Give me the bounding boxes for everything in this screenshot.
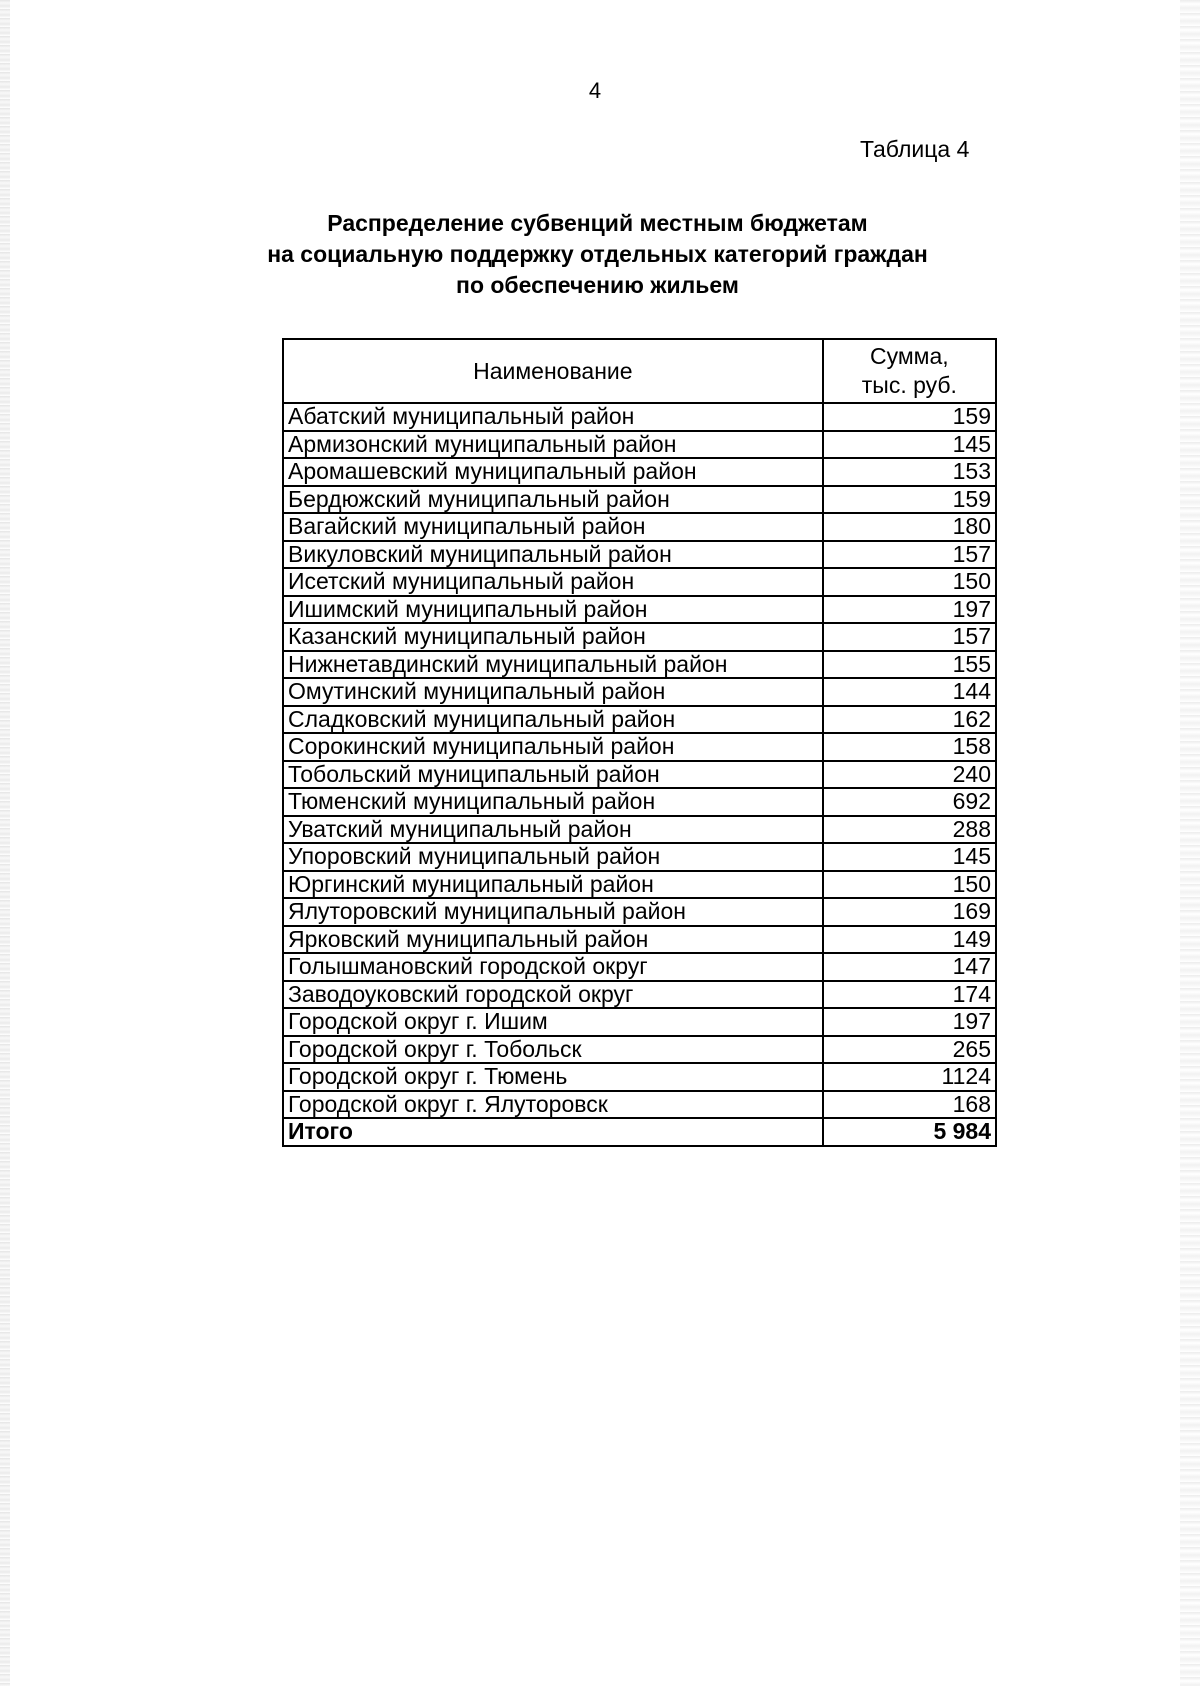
total-label: Итого <box>283 1118 823 1146</box>
row-value: 145 <box>823 431 996 459</box>
table-row <box>283 1091 996 1119</box>
table-row <box>283 761 996 789</box>
row-value: 197 <box>823 1008 996 1036</box>
subsidies-table <box>282 338 997 1147</box>
table-row <box>283 513 996 541</box>
row-name: Бердюжский муниципальный район <box>283 486 823 514</box>
row-name: Казанский муниципальный район <box>283 623 823 651</box>
row-value: 159 <box>823 486 996 514</box>
table-row <box>283 596 996 624</box>
table-row <box>283 733 996 761</box>
row-value: 153 <box>823 458 996 486</box>
row-name: Голышмановский городской округ <box>283 953 823 981</box>
row-value: 168 <box>823 1091 996 1119</box>
row-value: 157 <box>823 541 996 569</box>
table-row <box>283 623 996 651</box>
row-value: 158 <box>823 733 996 761</box>
row-value: 174 <box>823 981 996 1009</box>
header-sum <box>823 339 996 403</box>
header-sum-line: тыс. руб. <box>861 372 957 398</box>
row-name: Городской округ г. Тюмень <box>283 1063 823 1091</box>
row-name: Вагайский муниципальный район <box>283 513 823 541</box>
row-name: Тюменский муниципальный район <box>283 788 823 816</box>
row-name: Ярковский муниципальный район <box>283 926 823 954</box>
row-name: Абатский муниципальный район <box>283 403 823 431</box>
table-row <box>283 486 996 514</box>
row-value: 169 <box>823 898 996 926</box>
header-name: Наименование <box>283 339 823 403</box>
header-sum-line: Сумма, <box>870 343 949 369</box>
page-number: 4 <box>588 78 602 103</box>
row-name: Юргинский муниципальный район <box>283 871 823 899</box>
row-value: 240 <box>823 761 996 789</box>
table-label: Таблица 4 <box>860 136 970 162</box>
row-value: 155 <box>823 651 996 679</box>
table-row <box>283 1063 996 1091</box>
row-value: 147 <box>823 953 996 981</box>
table-body <box>283 403 996 1146</box>
row-value: 180 <box>823 513 996 541</box>
table-row <box>283 926 996 954</box>
row-value: 265 <box>823 1036 996 1064</box>
row-value: 144 <box>823 678 996 706</box>
table-row <box>283 898 996 926</box>
table-header-row <box>283 339 996 403</box>
table-row <box>283 871 996 899</box>
row-name: Сорокинский муниципальный район <box>283 733 823 761</box>
row-name: Упоровский муниципальный район <box>283 843 823 871</box>
table-row <box>283 678 996 706</box>
title-line: на социальную поддержку отдельных категорий граждан <box>267 241 928 267</box>
table-row <box>283 706 996 734</box>
row-name: Омутинский муниципальный район <box>283 678 823 706</box>
table-row <box>283 953 996 981</box>
row-value: 157 <box>823 623 996 651</box>
row-name: Викуловский муниципальный район <box>283 541 823 569</box>
row-name: Городской округ г. Тобольск <box>283 1036 823 1064</box>
row-name: Уватский муниципальный район <box>283 816 823 844</box>
document-title <box>0 208 1195 301</box>
table-row <box>283 816 996 844</box>
table-row <box>283 458 996 486</box>
row-value: 288 <box>823 816 996 844</box>
table-row <box>283 403 996 431</box>
row-name: Аромашевский муниципальный район <box>283 458 823 486</box>
row-name: Городской округ г. Ишим <box>283 1008 823 1036</box>
row-name: Сладковский муниципальный район <box>283 706 823 734</box>
row-name: Ялуторовский муниципальный район <box>283 898 823 926</box>
row-name: Ишимский муниципальный район <box>283 596 823 624</box>
table-row <box>283 431 996 459</box>
title-line: Распределение субвенций местным бюджетам <box>327 210 868 236</box>
row-value: 149 <box>823 926 996 954</box>
row-value: 197 <box>823 596 996 624</box>
table-row <box>283 843 996 871</box>
table-row <box>283 1036 996 1064</box>
row-value: 159 <box>823 403 996 431</box>
table-row <box>283 981 996 1009</box>
row-value: 1124 <box>823 1063 996 1091</box>
table-row <box>283 541 996 569</box>
total-value: 5 984 <box>823 1118 996 1146</box>
row-value: 692 <box>823 788 996 816</box>
row-name: Армизонский муниципальный район <box>283 431 823 459</box>
row-name: Заводоуковский городской округ <box>283 981 823 1009</box>
row-name: Нижнетавдинский муниципальный район <box>283 651 823 679</box>
table-row <box>283 651 996 679</box>
table-row <box>283 1008 996 1036</box>
row-name: Тобольский муниципальный район <box>283 761 823 789</box>
table-row <box>283 568 996 596</box>
total-row <box>283 1118 996 1146</box>
table-row <box>283 788 996 816</box>
row-value: 150 <box>823 871 996 899</box>
row-name: Исетский муниципальный район <box>283 568 823 596</box>
row-value: 150 <box>823 568 996 596</box>
row-value: 145 <box>823 843 996 871</box>
row-name: Городской округ г. Ялуторовск <box>283 1091 823 1119</box>
title-line: по обеспечению жильем <box>456 272 739 298</box>
row-value: 162 <box>823 706 996 734</box>
